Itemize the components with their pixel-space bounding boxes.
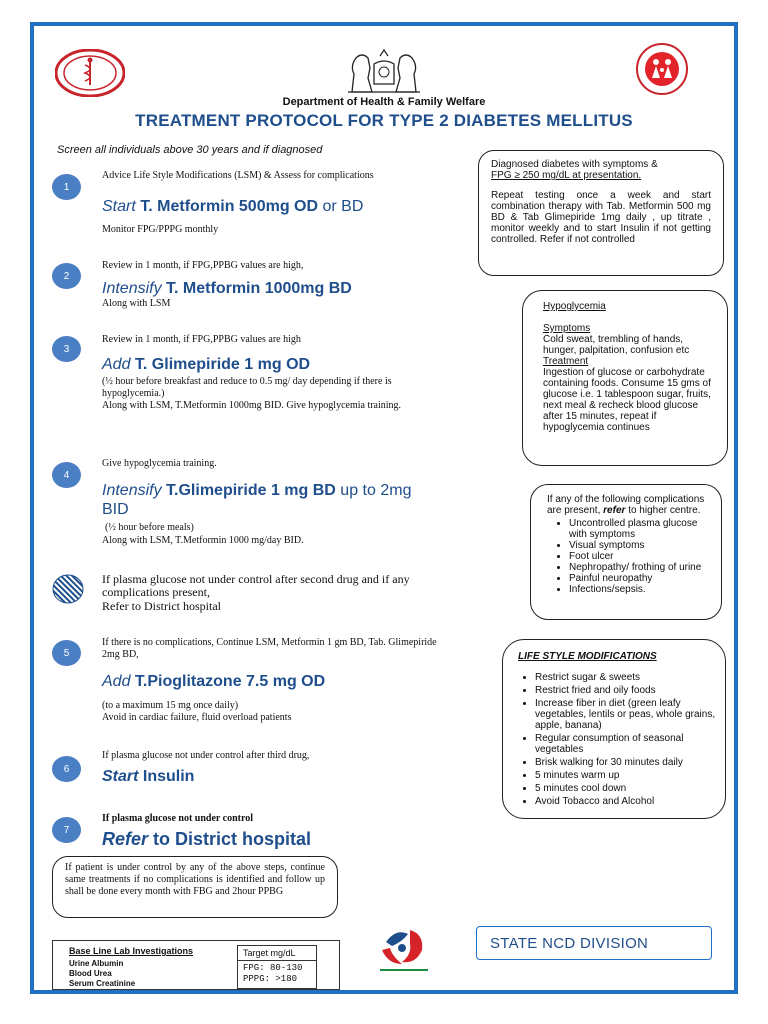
- step-7-verb: Refer: [102, 829, 149, 849]
- lifestyle-box: [502, 639, 726, 819]
- step-1-drug-tail: or BD: [318, 198, 364, 215]
- step-7-text: If plasma glucose not under control: [102, 813, 254, 824]
- state-ncd-division-box: [476, 926, 712, 960]
- refer-intro-text: If any of the following complications are present,: [547, 494, 705, 516]
- department-name: Department of Health & Family Welfare: [282, 96, 486, 108]
- step-6-drug-name: Insulin: [138, 768, 195, 785]
- step-4-drug-name: T.Glimepiride 1 mg BD: [161, 482, 336, 499]
- step-7-drug: [102, 829, 311, 850]
- hypoglycemia-box: [522, 290, 728, 466]
- step-3-drug-name: T. Glimepiride 1 mg OD: [130, 356, 311, 373]
- step-5-verb: Add: [102, 673, 131, 690]
- step-1-verb: Start: [102, 198, 136, 215]
- diagnosed-box: [478, 150, 724, 276]
- treatment-text: Ingestion of glucose or carbohydrate containing foods. Consume 15 gms of glucose i.e. 1 tablespoon sugar, fruits, next meal & recheck blood glucose after 15 minutes, repeat if hypoglycemia continues: [543, 367, 711, 433]
- step-3-after: (½ hour before breakfast and reduce to 0.5 mg/ day depending if there is hypoglycemia.): [102, 376, 392, 399]
- step-2-drug-name: T. Metformin 1000mg BD: [161, 280, 352, 297]
- step-1-drug-name: T. Metformin 500mg OD: [135, 198, 319, 215]
- step-2-text: Review in 1 month, if FPG,PPBG values are high,: [102, 260, 304, 271]
- step-5-drug-name: T.Pioglitazone 7.5 mg OD: [130, 673, 326, 690]
- list-item: • Brisk walking for 30 minutes daily: [535, 757, 717, 768]
- list-item: • Increase fiber in diet (green leafy vegetables, lentils or peas, whole grains, apple, banana): [535, 698, 717, 731]
- list-item: • Foot ulcer: [569, 551, 711, 562]
- ncd-program-logo: [372, 920, 436, 976]
- target-title: Target mg/dL: [238, 946, 316, 961]
- page-title: TREATMENT PROTOCOL FOR TYPE 2 DIABETES MELLITUS: [135, 111, 633, 130]
- step-6-text: If plasma glucose not under control after third drug,: [102, 750, 310, 761]
- list-item: • Nephropathy/ frothing of urine: [569, 562, 711, 573]
- step-number-5: 5: [52, 640, 81, 666]
- baseline-box: [52, 940, 340, 990]
- step-3-after-2: Along with LSM, T.Metformin 1000mg BID. Give hypoglycemia training.: [102, 400, 402, 411]
- step-2-verb: Intensify: [102, 280, 162, 297]
- step-number-7: 7: [52, 817, 81, 843]
- list-item: • Restrict sugar & sweets: [535, 672, 717, 683]
- step-5-after-2: Avoid in cardiac failure, fluid overload patients: [102, 712, 292, 723]
- step-5-after: (to a maximum 15 mg once daily): [102, 700, 239, 711]
- step-5-drug: [102, 673, 325, 691]
- symptoms-title: Symptoms: [543, 323, 591, 334]
- list-item: • Painful neuropathy: [569, 573, 711, 584]
- second-drug-referral-action: Refer to District hospital: [102, 599, 221, 613]
- step-5-text: If there is no complications, Continue LSM, Metformin 1 gm BD, Tab. Glimepiride 2mg BD,: [102, 637, 437, 660]
- step-7-drug-name: to District hospital: [148, 829, 312, 849]
- state-ncd-division-label: STATE NCD DIVISION: [490, 934, 649, 952]
- second-drug-referral-text: If plasma glucose not under control after second drug and if any complications present,: [102, 572, 410, 599]
- hypoglycemia-title: Hypoglycemia: [543, 301, 606, 312]
- diagnosed-line-2: FPG ≥ 250 mg/dL at presentation.: [491, 170, 642, 181]
- refer-box: [530, 484, 722, 620]
- list-item: • Visual symptoms: [569, 540, 711, 551]
- step-1-text: Advice Life Style Modifications (LSM) & Assess for complications: [102, 170, 374, 181]
- health-department-seal: [55, 49, 125, 97]
- list-item: • Uncontrolled plasma glucose with symptoms: [569, 518, 711, 540]
- diagnosed-body: Repeat testing once a week and start combination therapy with Tab. Metformin 500 mg BD & Tab Glimepiride 1mg daily , up titrate , monitor weekly and to start Insulin if not getting controlled. Refer if not controlled: [491, 190, 711, 245]
- list-item: • 5 minutes warm up: [535, 770, 717, 781]
- nhm-logo: [626, 42, 698, 102]
- step-3-drug: [102, 356, 310, 374]
- step-3-text: Review in 1 month, if FPG,PPBG values are high: [102, 334, 301, 345]
- step-1-after: Monitor FPG/PPPG monthly: [102, 224, 219, 235]
- step-6-verb: Start: [102, 768, 139, 785]
- step-4-drug: [102, 481, 442, 519]
- list-item: • 5 minutes cool down: [535, 783, 717, 794]
- striped-marker-icon: [52, 574, 84, 604]
- target-value: FPG: 80-130: [243, 963, 303, 973]
- baseline-item: Urine Albumin: [69, 959, 124, 968]
- step-4-text: Give hypoglycemia training.: [102, 458, 217, 469]
- list-item: • Regular consumption of seasonal vegetables: [535, 733, 717, 755]
- step-3-verb: Add: [102, 356, 131, 373]
- list-item: • Restrict fried and oily foods: [535, 685, 717, 696]
- follow-up-note: [52, 856, 338, 918]
- step-4-verb: Intensify: [102, 482, 162, 499]
- refer-intro-text-2: to higher centre.: [628, 505, 701, 516]
- step-2-after: Along with LSM: [102, 298, 171, 309]
- list-item: • Avoid Tobacco and Alcohol: [535, 796, 717, 807]
- step-number-3: 3: [52, 336, 81, 362]
- follow-up-note-text: If patient is under control by any of the above steps, continue same treatments if no complications is identified and follow up shall be done every month with FBG and 2hour PPBG: [65, 862, 325, 897]
- step-number-4: 4: [52, 462, 81, 488]
- step-4-after: (½ hour before meals): [105, 522, 194, 533]
- lifestyle-list: [515, 672, 717, 807]
- step-number-1: 1: [52, 174, 81, 200]
- screening-note: Screen all individuals above 30 years and if diagnosed: [57, 144, 323, 156]
- step-4-after-2: Along with LSM, T.Metformin 1000 mg/day BID.: [102, 535, 304, 546]
- baseline-item: Serum Creatinine: [69, 979, 136, 988]
- treatment-title: Treatment: [543, 356, 589, 367]
- step-number-6: 6: [52, 756, 81, 782]
- step-number-2: 2: [52, 263, 81, 289]
- step-6-drug: [102, 768, 194, 786]
- refer-keyword: refer: [603, 505, 626, 516]
- refer-intro: [547, 494, 711, 516]
- target-box: [237, 945, 317, 989]
- baseline-title: Base Line Lab Investigations: [69, 946, 194, 956]
- lifestyle-title: LIFE STYLE MODIFICATIONS: [518, 651, 657, 662]
- refer-list: [547, 518, 711, 595]
- target-value: PPPG: >180: [243, 974, 298, 984]
- step-1-drug: [102, 198, 363, 216]
- step-2-drug: [102, 280, 352, 298]
- step-4-drug-tail: up to 2mg BID: [102, 482, 412, 518]
- symptoms-text: Cold sweat, trembling of hands, hunger, palpitation, confusion etc: [543, 334, 690, 356]
- baseline-item: Blood Urea: [69, 969, 112, 978]
- list-item: • Infections/sepsis.: [569, 584, 711, 595]
- kerala-emblem: [346, 48, 422, 94]
- diagnosed-line-1: Diagnosed diabetes with symptoms &: [491, 159, 658, 170]
